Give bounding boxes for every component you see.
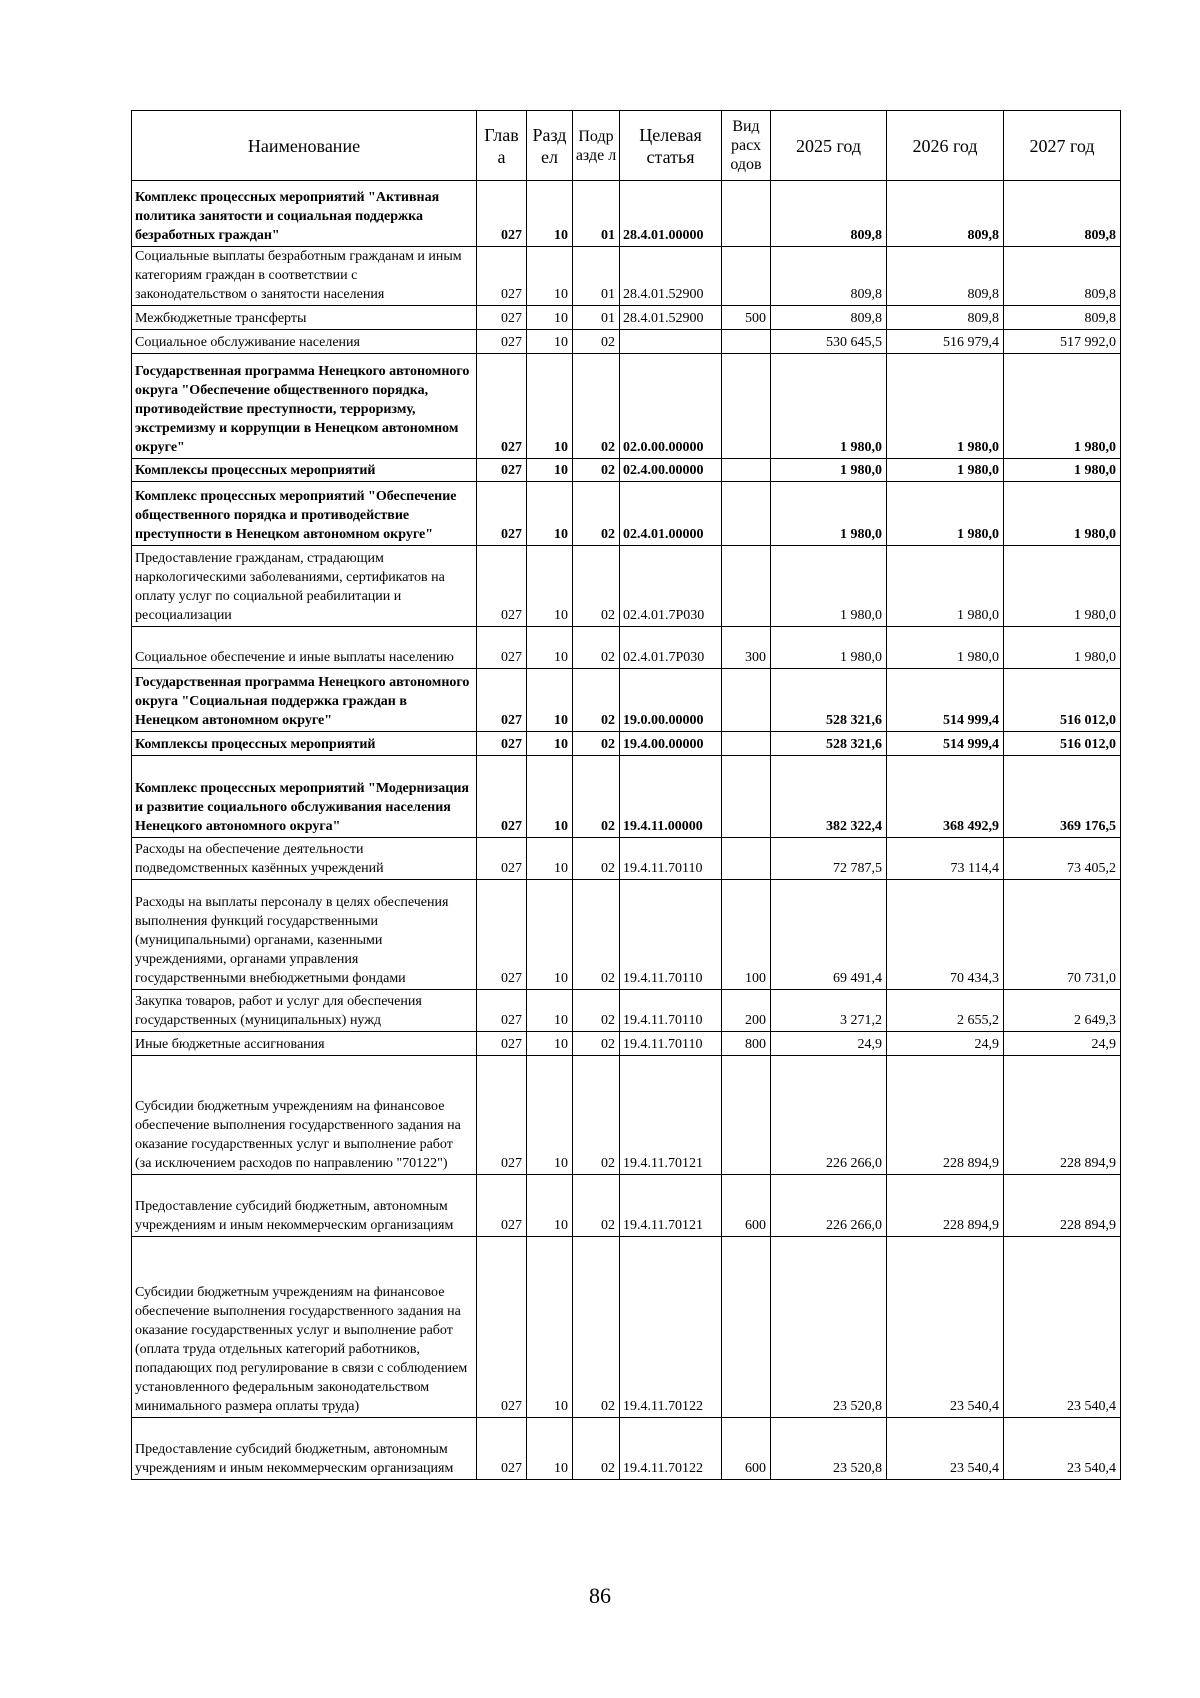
cell-name: Расходы на обеспечение деятельности подведомственных казённых учреждений xyxy=(132,838,477,880)
cell-vid: 600 xyxy=(722,1175,771,1237)
cell-glava: 027 xyxy=(477,459,527,482)
header-name: Наименование xyxy=(132,111,477,181)
cell-razdel: 10 xyxy=(527,627,573,669)
cell-podrazdel: 02 xyxy=(573,669,620,732)
cell-y2025: 1 980,0 xyxy=(771,459,887,482)
cell-glava: 027 xyxy=(477,482,527,546)
cell-vid: 800 xyxy=(722,1032,771,1056)
table-row xyxy=(132,306,1121,330)
cell-target: 02.4.01.7Р030 xyxy=(620,546,722,627)
cell-y2026: 23 540,4 xyxy=(887,1237,1004,1418)
cell-y2025: 1 980,0 xyxy=(771,354,887,459)
cell-y2025: 72 787,5 xyxy=(771,838,887,880)
cell-name: Межбюджетные трансферты xyxy=(132,306,477,330)
cell-podrazdel: 02 xyxy=(573,330,620,354)
table-header-row xyxy=(132,111,1121,181)
cell-vid xyxy=(722,756,771,838)
cell-y2027: 1 980,0 xyxy=(1004,459,1121,482)
cell-razdel: 10 xyxy=(527,354,573,459)
cell-name: Комплекс процессных мероприятий "Обеспечение общественного порядка и противодействие преступности в Ненецком автономном округе" xyxy=(132,482,477,546)
cell-y2026: 1 980,0 xyxy=(887,354,1004,459)
cell-glava: 027 xyxy=(477,990,527,1032)
cell-y2027: 24,9 xyxy=(1004,1032,1121,1056)
cell-podrazdel: 02 xyxy=(573,1032,620,1056)
cell-y2026: 23 540,4 xyxy=(887,1418,1004,1480)
cell-target: 02.4.01.7Р030 xyxy=(620,627,722,669)
cell-razdel: 10 xyxy=(527,1418,573,1480)
cell-y2027: 809,8 xyxy=(1004,306,1121,330)
cell-y2025: 226 266,0 xyxy=(771,1056,887,1175)
cell-razdel: 10 xyxy=(527,838,573,880)
cell-podrazdel: 02 xyxy=(573,546,620,627)
cell-vid xyxy=(722,1237,771,1418)
table-row xyxy=(132,1175,1121,1237)
cell-glava: 027 xyxy=(477,1175,527,1237)
cell-razdel: 10 xyxy=(527,732,573,756)
cell-name: Предоставление субсидий бюджетным, автономным учреждениям и иным некоммерческим организациям xyxy=(132,1418,477,1480)
cell-vid: 500 xyxy=(722,306,771,330)
header-razdel: Разд ел xyxy=(527,111,573,181)
cell-vid xyxy=(722,247,771,306)
cell-y2026: 809,8 xyxy=(887,181,1004,247)
cell-vid xyxy=(722,354,771,459)
cell-podrazdel: 02 xyxy=(573,482,620,546)
cell-target: 19.4.11.70122 xyxy=(620,1237,722,1418)
cell-target: 19.4.11.70110 xyxy=(620,1032,722,1056)
cell-glava: 027 xyxy=(477,546,527,627)
table-row xyxy=(132,1418,1121,1480)
cell-target: 02.4.01.00000 xyxy=(620,482,722,546)
cell-y2026: 368 492,9 xyxy=(887,756,1004,838)
cell-name: Субсидии бюджетным учреждениям на финансовое обеспечение выполнения государственного задания на оказание государственных услуг и выполнение работ (за исключением расходов по направлению "70122") xyxy=(132,1056,477,1175)
cell-podrazdel: 02 xyxy=(573,354,620,459)
cell-y2027: 1 980,0 xyxy=(1004,354,1121,459)
cell-podrazdel: 02 xyxy=(573,1175,620,1237)
cell-podrazdel: 02 xyxy=(573,732,620,756)
cell-glava: 027 xyxy=(477,627,527,669)
cell-podrazdel: 02 xyxy=(573,838,620,880)
cell-razdel: 10 xyxy=(527,756,573,838)
cell-y2026: 516 979,4 xyxy=(887,330,1004,354)
cell-y2025: 1 980,0 xyxy=(771,482,887,546)
cell-podrazdel: 02 xyxy=(573,459,620,482)
cell-podrazdel: 02 xyxy=(573,880,620,990)
cell-podrazdel: 02 xyxy=(573,627,620,669)
cell-y2027: 73 405,2 xyxy=(1004,838,1121,880)
cell-target: 28.4.01.00000 xyxy=(620,181,722,247)
cell-name: Государственная программа Ненецкого автономного округа "Социальная поддержка граждан в Ненецком автономном округе" xyxy=(132,669,477,732)
cell-y2027: 809,8 xyxy=(1004,181,1121,247)
cell-podrazdel: 02 xyxy=(573,1237,620,1418)
cell-target: 19.0.00.00000 xyxy=(620,669,722,732)
cell-vid xyxy=(722,669,771,732)
cell-vid xyxy=(722,459,771,482)
cell-glava: 027 xyxy=(477,669,527,732)
cell-y2027: 809,8 xyxy=(1004,247,1121,306)
cell-y2026: 514 999,4 xyxy=(887,669,1004,732)
cell-glava: 027 xyxy=(477,838,527,880)
cell-vid xyxy=(722,838,771,880)
cell-y2026: 228 894,9 xyxy=(887,1175,1004,1237)
cell-y2027: 228 894,9 xyxy=(1004,1056,1121,1175)
cell-vid xyxy=(722,546,771,627)
cell-podrazdel: 01 xyxy=(573,181,620,247)
table-row xyxy=(132,732,1121,756)
table-row xyxy=(132,1237,1121,1418)
cell-y2027: 23 540,4 xyxy=(1004,1237,1121,1418)
cell-y2027: 2 649,3 xyxy=(1004,990,1121,1032)
cell-target: 19.4.11.70121 xyxy=(620,1056,722,1175)
cell-target: 02.4.00.00000 xyxy=(620,459,722,482)
cell-vid: 200 xyxy=(722,990,771,1032)
cell-glava: 027 xyxy=(477,247,527,306)
cell-razdel: 10 xyxy=(527,306,573,330)
cell-podrazdel: 01 xyxy=(573,247,620,306)
header-2027: 2027 год xyxy=(1004,111,1121,181)
cell-razdel: 10 xyxy=(527,546,573,627)
cell-y2027: 516 012,0 xyxy=(1004,669,1121,732)
cell-glava: 027 xyxy=(477,181,527,247)
cell-y2025: 809,8 xyxy=(771,181,887,247)
cell-glava: 027 xyxy=(477,1237,527,1418)
cell-name: Предоставление субсидий бюджетным, автономным учреждениям и иным некоммерческим организациям xyxy=(132,1175,477,1237)
cell-razdel: 10 xyxy=(527,482,573,546)
cell-razdel: 10 xyxy=(527,247,573,306)
cell-name: Закупка товаров, работ и услуг для обеспечения государственных (муниципальных) нужд xyxy=(132,990,477,1032)
cell-name: Комплексы процессных мероприятий xyxy=(132,732,477,756)
cell-y2026: 1 980,0 xyxy=(887,459,1004,482)
cell-y2027: 1 980,0 xyxy=(1004,627,1121,669)
cell-name: Социальное обслуживание населения xyxy=(132,330,477,354)
cell-razdel: 10 xyxy=(527,880,573,990)
cell-y2026: 73 114,4 xyxy=(887,838,1004,880)
cell-target: 28.4.01.52900 xyxy=(620,306,722,330)
table-row xyxy=(132,838,1121,880)
cell-y2026: 1 980,0 xyxy=(887,482,1004,546)
cell-podrazdel: 02 xyxy=(573,1418,620,1480)
cell-y2027: 369 176,5 xyxy=(1004,756,1121,838)
cell-y2027: 1 980,0 xyxy=(1004,546,1121,627)
cell-target: 19.4.00.00000 xyxy=(620,732,722,756)
cell-target: 02.0.00.00000 xyxy=(620,354,722,459)
cell-target: 19.4.11.70110 xyxy=(620,880,722,990)
cell-y2027: 228 894,9 xyxy=(1004,1175,1121,1237)
cell-vid xyxy=(722,330,771,354)
cell-name: Комплексы процессных мероприятий xyxy=(132,459,477,482)
cell-y2027: 23 540,4 xyxy=(1004,1418,1121,1480)
cell-target: 28.4.01.52900 xyxy=(620,247,722,306)
cell-target: 19.4.11.70122 xyxy=(620,1418,722,1480)
cell-y2025: 1 980,0 xyxy=(771,627,887,669)
cell-podrazdel: 02 xyxy=(573,756,620,838)
cell-y2027: 70 731,0 xyxy=(1004,880,1121,990)
table-row xyxy=(132,181,1121,247)
cell-glava: 027 xyxy=(477,306,527,330)
cell-target: 19.4.11.00000 xyxy=(620,756,722,838)
cell-y2026: 70 434,3 xyxy=(887,880,1004,990)
cell-glava: 027 xyxy=(477,880,527,990)
table-row xyxy=(132,247,1121,306)
header-glava: Глав а xyxy=(477,111,527,181)
cell-name: Расходы на выплаты персоналу в целях обеспечения выполнения функций государственными (муниципальными) органами, казенными учреждениями, органами управления государственными внебюджетными фондами xyxy=(132,880,477,990)
cell-y2025: 23 520,8 xyxy=(771,1418,887,1480)
cell-y2025: 528 321,6 xyxy=(771,732,887,756)
cell-glava: 027 xyxy=(477,1418,527,1480)
cell-razdel: 10 xyxy=(527,1175,573,1237)
header-target: Целевая статья xyxy=(620,111,722,181)
cell-y2026: 514 999,4 xyxy=(887,732,1004,756)
cell-glava: 027 xyxy=(477,732,527,756)
cell-vid xyxy=(722,732,771,756)
header-vid: Вид расх одов xyxy=(722,111,771,181)
cell-glava: 027 xyxy=(477,1056,527,1175)
table-row xyxy=(132,627,1121,669)
cell-y2025: 530 645,5 xyxy=(771,330,887,354)
cell-y2025: 69 491,4 xyxy=(771,880,887,990)
cell-target: 19.4.11.70121 xyxy=(620,1175,722,1237)
cell-glava: 027 xyxy=(477,756,527,838)
table-row xyxy=(132,546,1121,627)
cell-vid xyxy=(722,181,771,247)
cell-razdel: 10 xyxy=(527,669,573,732)
table-row xyxy=(132,669,1121,732)
cell-name: Комплекс процессных мероприятий "Активная политика занятости и социальная поддержка безработных граждан" xyxy=(132,181,477,247)
cell-y2025: 3 271,2 xyxy=(771,990,887,1032)
cell-vid: 300 xyxy=(722,627,771,669)
cell-razdel: 10 xyxy=(527,459,573,482)
cell-name: Субсидии бюджетным учреждениям на финансовое обеспечение выполнения государственного задания на оказание государственных услуг и выполнение работ (оплата труда отдельных категорий работников, попадающих под регулирование в связи с соблюдением установленного федеральным законодательством минимального размера оплаты труда) xyxy=(132,1237,477,1418)
cell-target: 19.4.11.70110 xyxy=(620,990,722,1032)
cell-glava: 027 xyxy=(477,354,527,459)
cell-razdel: 10 xyxy=(527,1032,573,1056)
cell-name: Социальное обеспечение и иные выплаты населению xyxy=(132,627,477,669)
table-row xyxy=(132,482,1121,546)
table-row xyxy=(132,354,1121,459)
cell-y2026: 2 655,2 xyxy=(887,990,1004,1032)
cell-y2026: 809,8 xyxy=(887,247,1004,306)
cell-y2026: 1 980,0 xyxy=(887,627,1004,669)
cell-razdel: 10 xyxy=(527,330,573,354)
cell-y2025: 24,9 xyxy=(771,1032,887,1056)
cell-name: Комплекс процессных мероприятий "Модернизация и развитие социального обслуживания населения Ненецкого автономного округа" xyxy=(132,756,477,838)
cell-name: Предоставление гражданам, страдающим наркологическими заболеваниями, сертификатов на оплату услуг по социальной реабилитации и ресоциализации xyxy=(132,546,477,627)
cell-y2025: 226 266,0 xyxy=(771,1175,887,1237)
cell-y2027: 1 980,0 xyxy=(1004,482,1121,546)
cell-podrazdel: 01 xyxy=(573,306,620,330)
table-row xyxy=(132,756,1121,838)
cell-y2027: 517 992,0 xyxy=(1004,330,1121,354)
budget-table xyxy=(131,110,1121,1480)
cell-y2025: 809,8 xyxy=(771,247,887,306)
table-row xyxy=(132,880,1121,990)
cell-vid xyxy=(722,482,771,546)
page-number: 86 xyxy=(589,1583,611,1608)
table-row xyxy=(132,1056,1121,1175)
cell-podrazdel: 02 xyxy=(573,990,620,1032)
table-row xyxy=(132,1032,1121,1056)
cell-vid xyxy=(722,1056,771,1175)
cell-glava: 027 xyxy=(477,330,527,354)
cell-razdel: 10 xyxy=(527,990,573,1032)
cell-y2026: 1 980,0 xyxy=(887,546,1004,627)
table-row xyxy=(132,990,1121,1032)
cell-razdel: 10 xyxy=(527,1237,573,1418)
header-podrazdel: Подр азде л xyxy=(573,111,620,181)
cell-name: Социальные выплаты безработным гражданам и иным категориям граждан в соответствии с законодательством о занятости населения xyxy=(132,247,477,306)
table-row xyxy=(132,330,1121,354)
cell-y2025: 809,8 xyxy=(771,306,887,330)
cell-y2025: 382 322,4 xyxy=(771,756,887,838)
cell-target: 19.4.11.70110 xyxy=(620,838,722,880)
cell-target xyxy=(620,330,722,354)
table-row xyxy=(132,459,1121,482)
header-2025: 2025 год xyxy=(771,111,887,181)
cell-vid: 600 xyxy=(722,1418,771,1480)
cell-y2026: 809,8 xyxy=(887,306,1004,330)
cell-razdel: 10 xyxy=(527,181,573,247)
cell-y2026: 228 894,9 xyxy=(887,1056,1004,1175)
cell-y2026: 24,9 xyxy=(887,1032,1004,1056)
cell-y2027: 516 012,0 xyxy=(1004,732,1121,756)
header-2026: 2026 год xyxy=(887,111,1004,181)
cell-glava: 027 xyxy=(477,1032,527,1056)
cell-y2025: 528 321,6 xyxy=(771,669,887,732)
cell-podrazdel: 02 xyxy=(573,1056,620,1175)
cell-razdel: 10 xyxy=(527,1056,573,1175)
cell-y2025: 23 520,8 xyxy=(771,1237,887,1418)
cell-name: Иные бюджетные ассигнования xyxy=(132,1032,477,1056)
cell-vid: 100 xyxy=(722,880,771,990)
cell-y2025: 1 980,0 xyxy=(771,546,887,627)
cell-name: Государственная программа Ненецкого автономного округа "Обеспечение общественного порядка, противодействие преступности, терроризму, экстремизму и коррупции в Ненецком автономном округе" xyxy=(132,354,477,459)
